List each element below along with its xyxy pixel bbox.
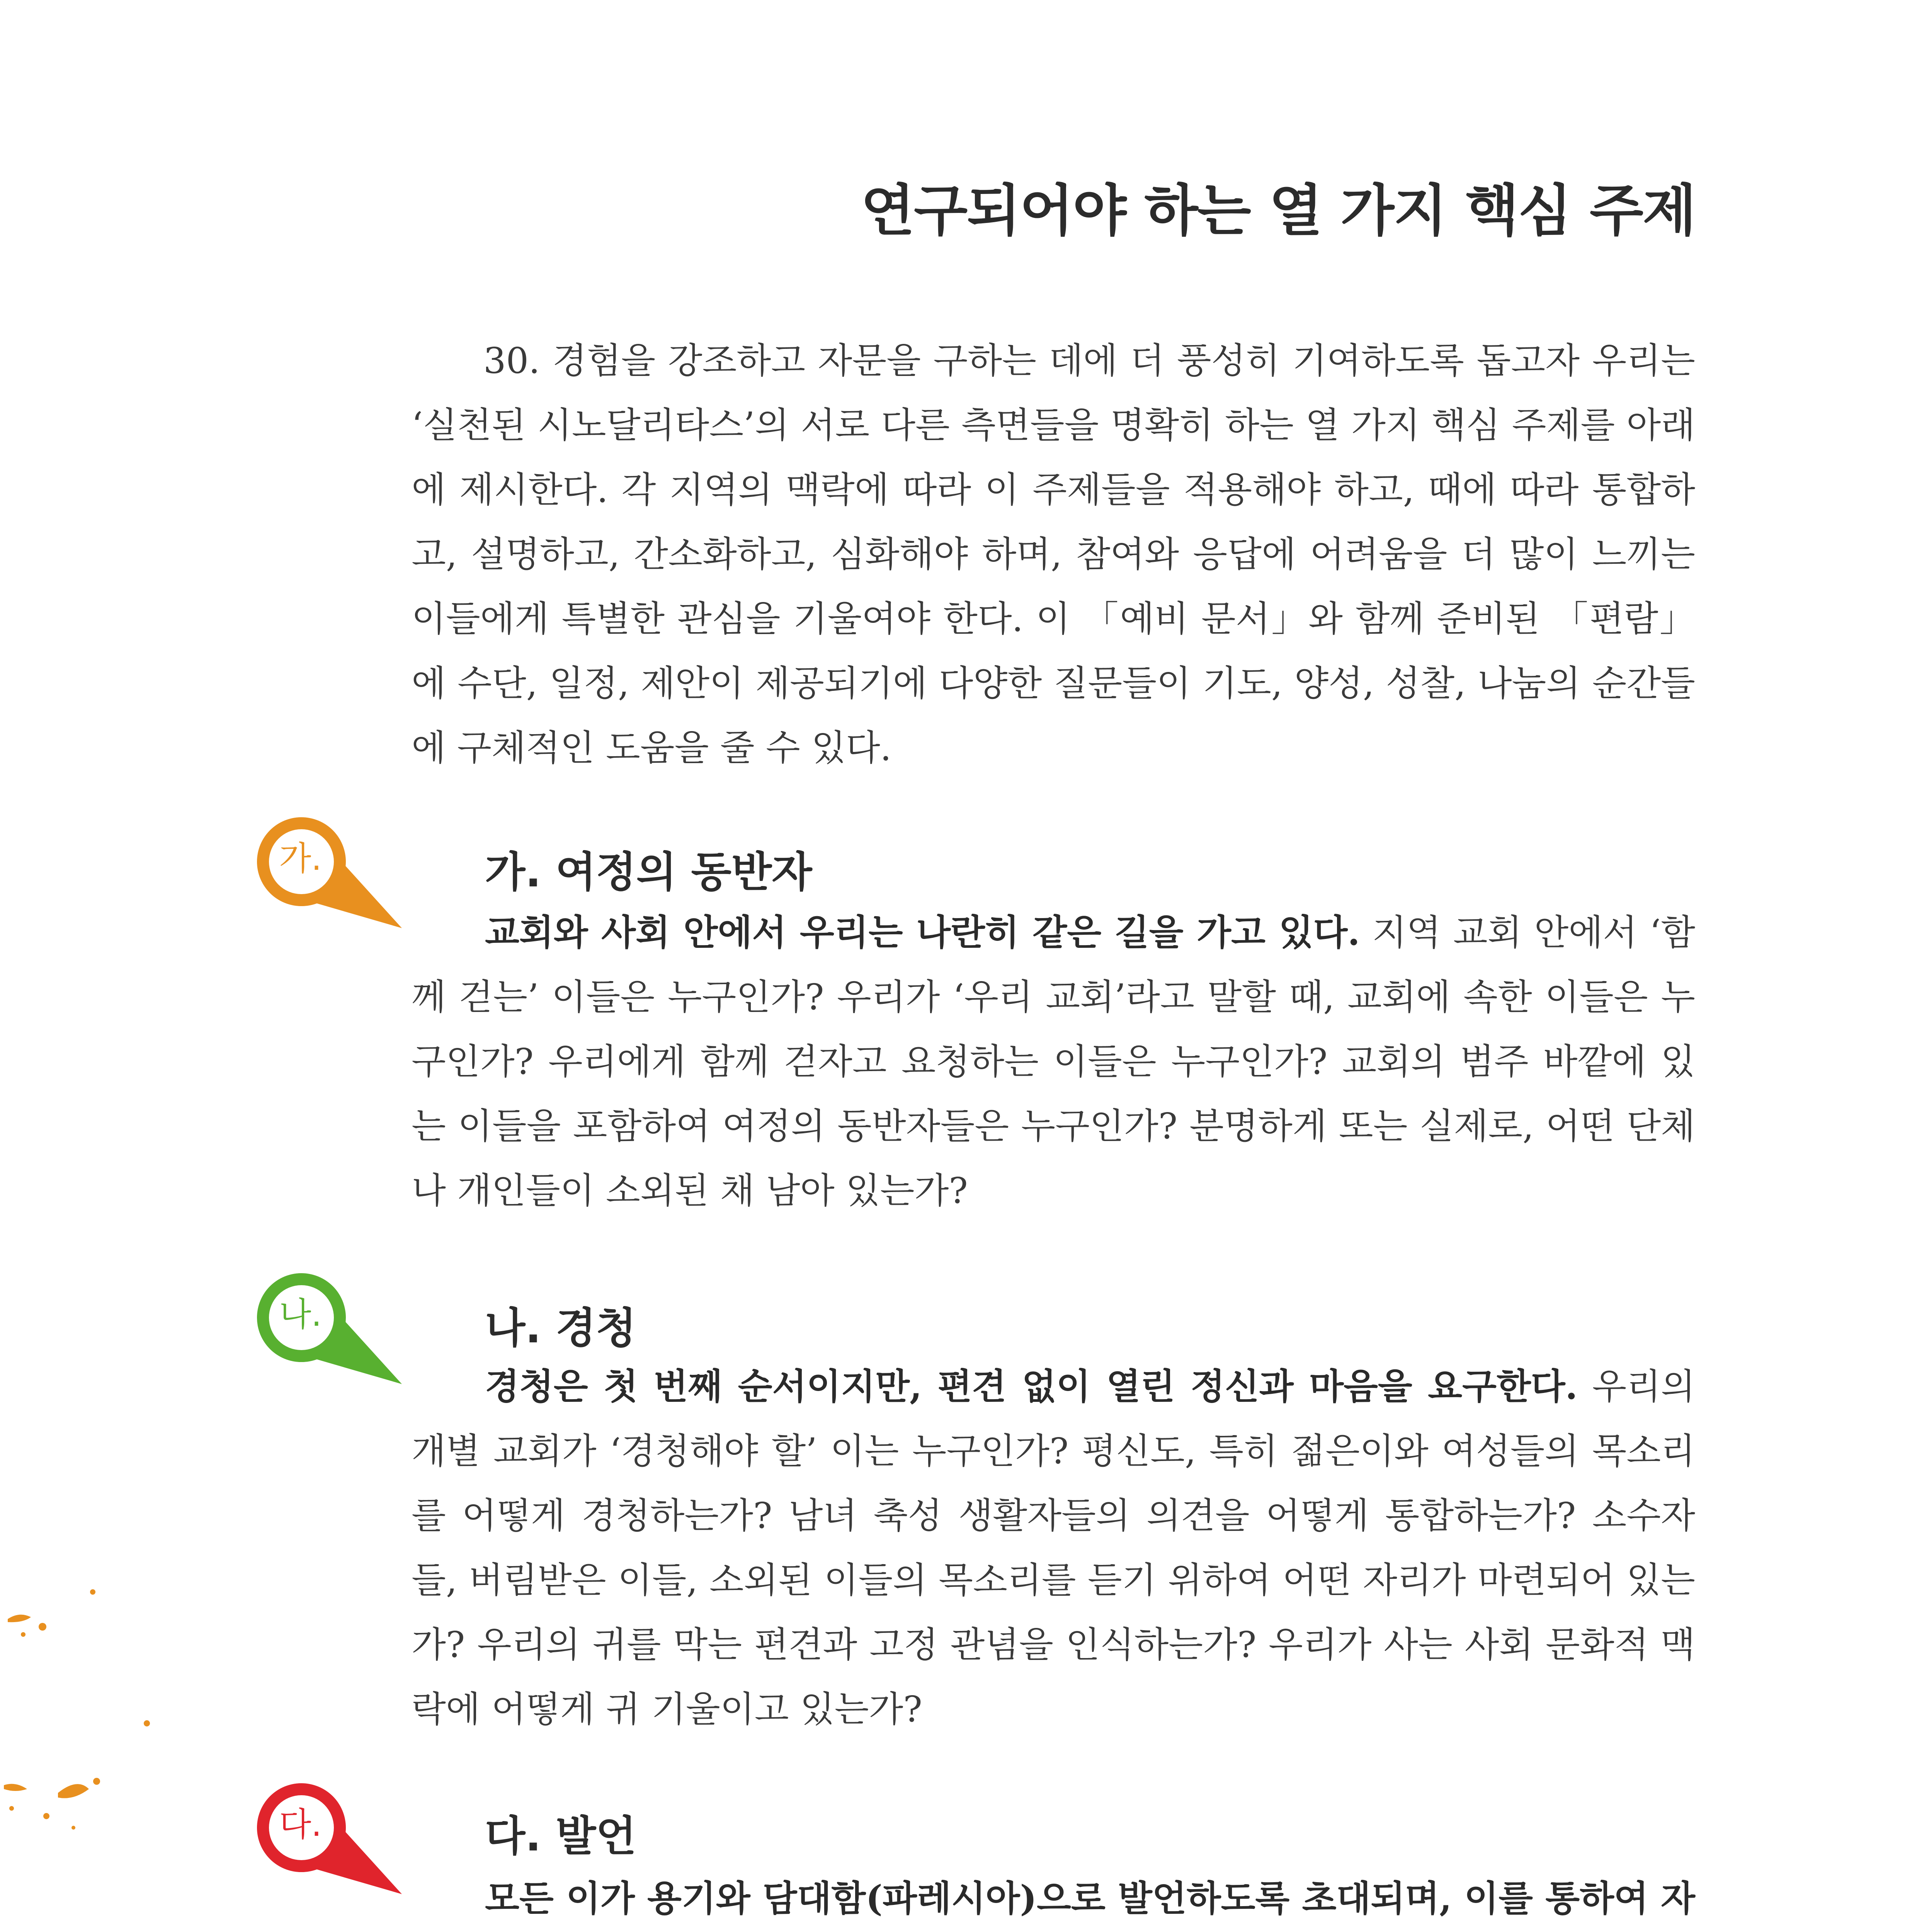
- section-marker-label: 나.: [279, 1295, 322, 1334]
- section-body-ga: [412, 900, 1695, 1223]
- section-marker-ga: [247, 808, 402, 935]
- section-marker-label: 가.: [279, 839, 322, 878]
- section-lead: 모든 이가 용기와 담대함(파레시아)으로 발언하도록 초대되며, 이를 통하여 자: [485, 1878, 1695, 1919]
- section-marker-da: [247, 1774, 402, 1901]
- section-heading-ga: 가. 여정의 동반자: [485, 848, 812, 896]
- paint-splatter-decoration: [0, 1561, 162, 1839]
- section-heading-da: 다. 발언: [485, 1812, 636, 1861]
- page-title: 연구되어야 하는 열 가지 핵심 주제: [861, 178, 1696, 243]
- section-heading-na: 나. 경청: [485, 1304, 636, 1352]
- section-marker-na: [247, 1264, 402, 1391]
- intro-paragraph: 30. 경험을 강조하고 자문을 구하는 데에 더 풍성히 기여하도록 돕고자 우리는 ‘실천된 시노달리타스’의 서로 다른 측면들을 명확히 하는 열 가지 핵심 주제를 아래에 제시한다. 각 지역의 맥락에 따라 이 주제들을 적용해야 하고, 때에 따라 통합하고, 설명하고, 간소화하고, 심화해야 하며, 참여와 응답에 어려움을 더 많이 느끼는 이들에게 특별한 관심을 기울여야 한다. 이 「예비 문서」와 함께 준비된 「편람」에 수단, 일정, 제안이 제공되기에 다양한 질문들이 기도, 양성, 성찰, 나눔의 순간들에 구체적인 도움을 줄 수 있다.: [412, 340, 1695, 769]
- section-body-na: [412, 1354, 1695, 1742]
- section-text: 우리의 개별 교회가 ‘경청해야 할’ 이는 누구인가? 평신도, 특히 젊은이와 여성들의 목소리를 어떻게 경청하는가? 남녀 축성 생활자들의 의견을 어떻게 통합하는가? 소수자들, 버림받은 이들, 소외된 이들의 목소리를 듣기 위하여 어떤 자리가 마련되어 있는가? 우리의 귀를 막는 편견과 고정 관념을 인식하는가? 우리가 사는 사회 문화적 맥락에 어떻게 귀 기울이고 있는가?: [412, 1366, 1695, 1730]
- section-lead: 교회와 사회 안에서 우리는 나란히 같은 길을 가고 있다.: [485, 912, 1360, 953]
- section-body-da: [412, 1866, 1695, 1932]
- section-lead: 경청은 첫 번째 순서이지만, 편견 없이 열린 정신과 마음을 요구한다.: [485, 1366, 1578, 1407]
- section-text: 지역 교회 안에서 ‘함께 걷는’ 이들은 누구인가? 우리가 ‘우리 교회’라고 말할 때, 교회에 속한 이들은 누구인가? 우리에게 함께 걷자고 요청하는 이들은 누구인가? 교회의 범주 바깥에 있는 이들을 포함하여 여정의 동반자들은 누구인가? 분명하게 또는 실제로, 어떤 단체나 개인들이 소외된 채 남아 있는가?: [412, 912, 1695, 1211]
- section-marker-label: 다.: [279, 1805, 322, 1844]
